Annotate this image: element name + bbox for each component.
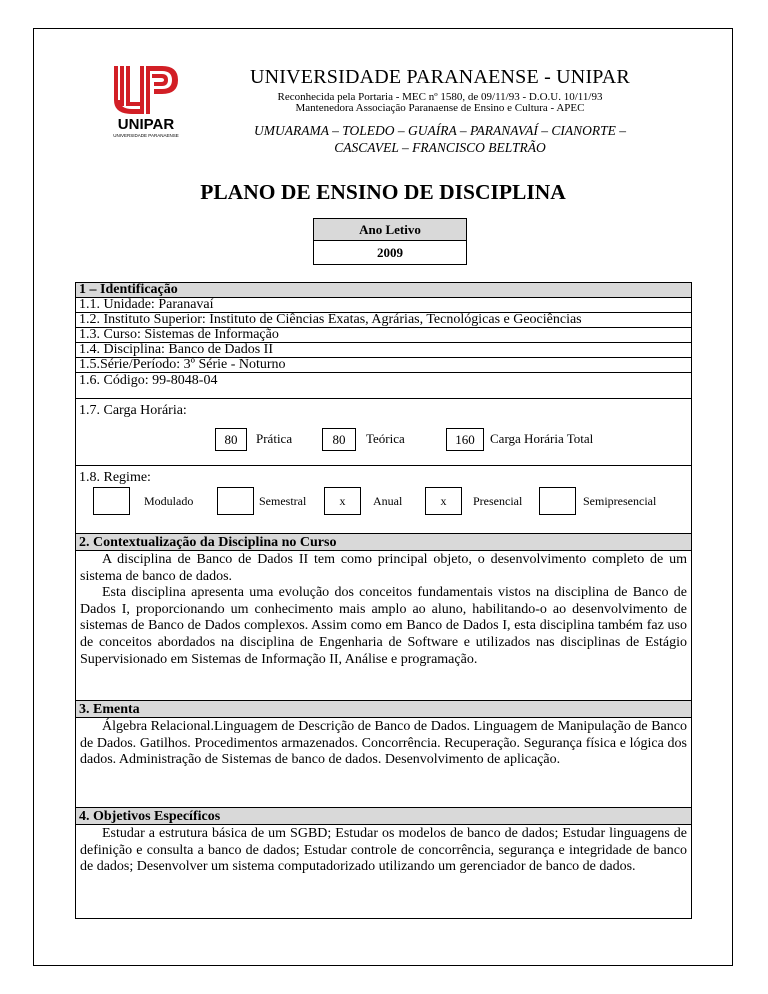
semestral-label: Semestral (259, 494, 307, 508)
presencial-label: Presencial (473, 494, 523, 508)
year-value: 2009 (377, 245, 403, 260)
section-3-body (76, 718, 691, 808)
modulado-checkbox (93, 487, 130, 515)
year-label: Ano Letivo (314, 219, 466, 241)
ementa-paragraph: Álgebra Relacional.Linguagem de Descrição de Banco de Dados. Linguagem de Manipulação de Banco de Dados. Gatilhos. Procedimentos armazenados. Concorrência. Recuperação. Segurança física e lógica dos dados. Administração de Sistemas de banco de dados. Desenvolvimento de aplicação. (80, 719, 687, 768)
logo-text: UNIPAR (117, 116, 175, 133)
curso-row: 1.3. Curso: Sistemas de Informação (76, 328, 691, 343)
objetivos-paragraph: Estudar a estrutura básica de um SGBD; Estudar os modelos de banco de dados; Estudar linguagens de definição e consulta a banco de dados; Estudar controle de concorrência, segurança e integridade de banco de dados; Desenvolver um sistema computadorizado utilizando um gerenciador de banco de dados. (80, 826, 687, 875)
contextualizacao-text (80, 552, 687, 668)
anual-label: Anual (373, 494, 403, 508)
instituto-row: 1.2. Instituto Superior: Instituto de Ciências Exatas, Agrárias, Tecnológicas e Geociências (76, 313, 691, 328)
university-name: UNIVERSIDADE PARANAENSE - UNIPAR (250, 66, 630, 88)
section-2-heading: 2. Contextualização da Disciplina no Curso (76, 534, 691, 551)
section-2-body (76, 551, 691, 701)
disciplina-row: 1.4. Disciplina: Banco de Dados II (76, 343, 691, 358)
section-4-heading: 4. Objetivos Específicos (76, 808, 691, 825)
section-1-heading: 1 – Identificação (76, 283, 691, 298)
presencial-checkbox: x (425, 487, 462, 515)
contextualizacao-paragraph-2: Esta disciplina apresenta uma evolução dos conceitos fundamentais vistos na disciplina de Banco de Dados I, proporcionando um conhecimento mais amplo ao aluno, habilitando-o ao desenvolvimento de sistemas de Banco de Dados complexos. Assim como em Banco de Dados I, esta disciplina também faz uso de conceitos abordados na disciplina de Engenharia de Software e utilizados nas disciplinas de Estágio Supervisionado em Sistemas de Informação II, Análise e programação. (80, 585, 687, 667)
carga-horaria-row (76, 399, 691, 466)
cities-line-1: UMUARAMA – TOLEDO – GUAÍRA – PARANAVAÍ – CIANORTE – (254, 123, 626, 138)
serie-row: 1.5.Série/Período: 3º Série - Noturno (76, 358, 691, 373)
semipresencial-label: Semipresencial (583, 494, 657, 508)
regime-row (76, 466, 691, 534)
year-box (313, 218, 467, 265)
carga-label: 1.7. Carga Horária: (79, 403, 187, 418)
maintainer-text: Mantenedora Associação Paranaense de Ensino e Cultura - APEC (295, 102, 585, 114)
codigo-row: 1.6. Código: 99-8048-04 (76, 373, 691, 399)
section-4-body (76, 825, 691, 918)
document-title: PLANO DE ENSINO DE DISCIPLINA (200, 180, 566, 204)
modulado-label: Modulado (144, 494, 194, 508)
total-value: 160 (446, 428, 484, 451)
unidade-row: 1.1. Unidade: Paranavaí (76, 298, 691, 313)
objetivos-text (80, 826, 687, 876)
anual-checkbox: x (324, 487, 361, 515)
teorica-value: 80 (322, 428, 356, 451)
ementa-text (80, 719, 687, 769)
teorica-label: Teórica (366, 431, 405, 446)
pratica-value: 80 (215, 428, 247, 451)
contextualizacao-paragraph-1: A disciplina de Banco de Dados II tem como principal objeto, o desenvolvimento completo de um sistema de banco de dados. (80, 552, 687, 584)
cities-line-2: CASCAVEL – FRANCISCO BELTRÃO (334, 140, 546, 155)
recognition-text: Reconhecida pela Portaria - MEC nº 1580, de 09/11/93 - D.O.U. 10/11/93 (277, 91, 603, 103)
total-label: Carga Horária Total (490, 431, 594, 446)
semestral-checkbox (217, 487, 254, 515)
plan-table (75, 282, 692, 919)
pratica-label: Prática (256, 431, 293, 446)
logo-subtext: UNIVERSIDADE PARANAENSE (113, 133, 179, 138)
section-3-heading: 3. Ementa (76, 701, 691, 718)
regime-label: 1.8. Regime: (79, 470, 151, 485)
semipresencial-checkbox (539, 487, 576, 515)
